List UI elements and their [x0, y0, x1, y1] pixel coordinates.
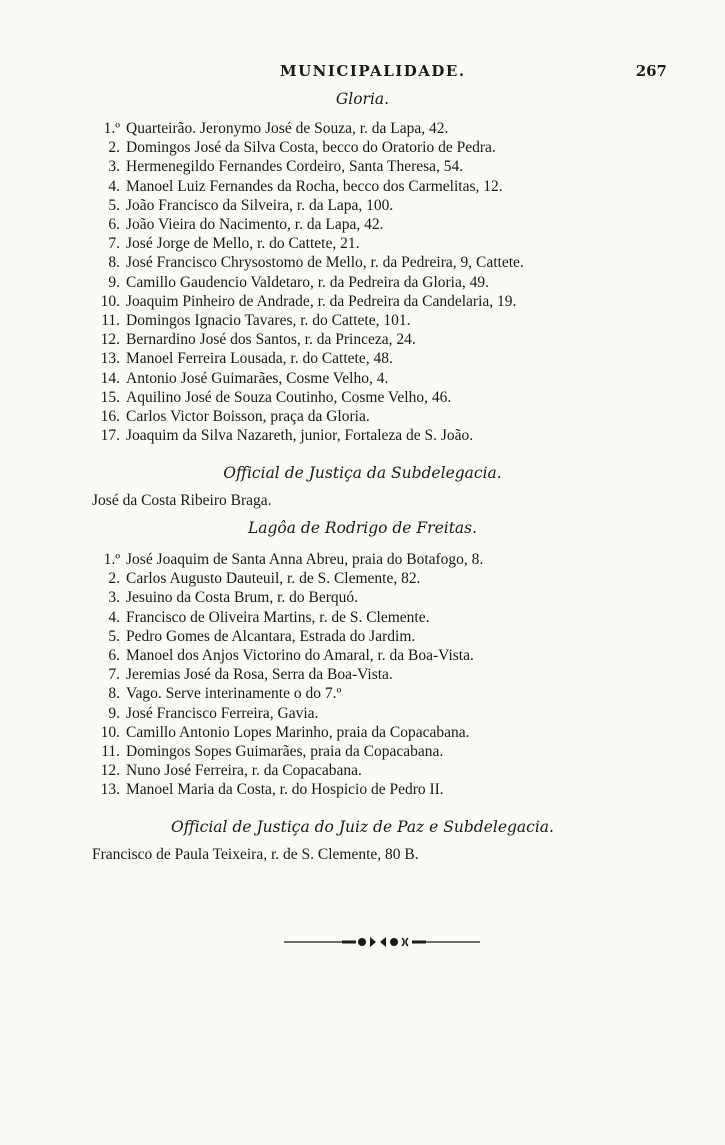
- section-heading-official-subdelegacia: Official de Justiça da Subdelegacia.: [223, 464, 502, 482]
- entry-number: 8.: [108, 254, 120, 272]
- entry-text: Antonio José Guimarães, Cosme Velho, 4.: [126, 369, 389, 387]
- list-item: [90, 349, 670, 368]
- entry-text: Joaquim da Silva Nazareth, junior, Fortaleza de S. João.: [126, 427, 474, 445]
- entry-text: Francisco de Oliveira Martins, r. de S. Clemente.: [126, 608, 430, 626]
- list-item: [90, 780, 670, 799]
- entry-number: 13.: [100, 350, 120, 368]
- entry-text: José Joaquim de Santa Anna Abreu, praia do Botafogo, 8.: [126, 551, 484, 568]
- page-title: MUNICIPALIDADE.: [280, 62, 466, 80]
- list-item: [90, 369, 670, 388]
- entry-text: José Francisco Chrysostomo de Mello, r. da Pedreira, 9, Cattete.: [126, 254, 524, 272]
- entry-text: Domingos José da Silva Costa, becco do Oratorio de Pedra.: [126, 139, 496, 157]
- entry-number: 9.: [108, 273, 120, 291]
- entry-number: 10.: [100, 292, 120, 310]
- running-header: [0, 62, 725, 84]
- list-item: [90, 215, 670, 234]
- list-item: [90, 588, 670, 607]
- entry-number: 12.: [100, 762, 120, 780]
- list-item: [90, 311, 670, 330]
- list-item: [90, 253, 670, 272]
- page-number: 267: [635, 62, 667, 80]
- entry-text: Pedro Gomes de Alcantara, Estrada do Jardim.: [126, 627, 416, 645]
- entry-text: Manoel dos Anjos Victorino do Amaral, r. da Boa-Vista.: [126, 647, 474, 665]
- entry-text: José Jorge de Mello, r. do Cattete, 21.: [126, 235, 360, 253]
- list-item: [90, 569, 670, 588]
- entry-number: 3.: [108, 158, 120, 176]
- entry-text: Jesuino da Costa Brum, r. do Berquó.: [126, 589, 359, 607]
- list-item: [90, 665, 670, 684]
- section-heading-lagoa: Lagôa de Rodrigo de Freitas.: [247, 519, 478, 537]
- list-item: [90, 157, 670, 176]
- list-item: [90, 761, 670, 780]
- list-item: [90, 138, 670, 157]
- entry-text: Vago. Serve interinamente o do 7.º: [126, 685, 342, 703]
- official-juiz-name: Francisco de Paula Teixeira, r. de S. Clemente, 80 B.: [92, 846, 419, 863]
- entry-text: Joaquim Pinheiro de Andrade, r. da Pedreira da Candelaria, 19.: [126, 292, 517, 310]
- entry-number: 5.: [108, 627, 120, 645]
- list-item: [90, 723, 670, 742]
- list-item: [90, 742, 670, 761]
- list-item: [90, 608, 670, 627]
- entry-number: 10.: [100, 723, 120, 741]
- entry-text: Domingos Sopes Guimarães, praia da Copacabana.: [126, 743, 444, 761]
- list-item: [90, 196, 670, 215]
- entry-number: 5.: [108, 196, 120, 214]
- entry-number: 16.: [100, 408, 120, 426]
- official-subdelegacia-name: José da Costa Ribeiro Braga.: [92, 492, 272, 509]
- entry-number: 8.: [108, 685, 120, 703]
- entry-text: Camillo Antonio Lopes Marinho, praia da Copacabana.: [126, 723, 470, 741]
- list-item: [90, 234, 670, 253]
- list-item: [90, 407, 670, 426]
- entry-text: Hermenegildo Fernandes Cordeiro, Santa Theresa, 54.: [126, 158, 464, 176]
- entry-text: Carlos Victor Boisson, praça da Gloria.: [126, 408, 370, 426]
- entry-number: 7.: [108, 235, 120, 253]
- entry-text: Quarteirão. Jeronymo José de Souza, r. da Lapa, 42.: [126, 120, 449, 137]
- list-item: [90, 684, 670, 703]
- entry-number: 7.: [108, 666, 120, 684]
- entry-text: Aquilino José de Souza Coutinho, Cosme Velho, 46.: [126, 388, 452, 406]
- entry-number: 9.: [108, 704, 120, 722]
- entry-text: Manoel Maria da Costa, r. do Hospicio de Pedro II.: [126, 781, 444, 799]
- ornament-divider: [282, 932, 482, 952]
- entry-number: 6.: [108, 647, 120, 665]
- entry-number: 4.: [108, 177, 120, 195]
- gloria-list: [90, 119, 670, 445]
- list-item: [90, 292, 670, 311]
- entry-number: 13.: [100, 781, 120, 799]
- list-item: [90, 550, 670, 569]
- list-item: [90, 704, 670, 723]
- entry-text: Bernardino José dos Santos, r. da Princeza, 24.: [126, 331, 416, 349]
- entry-number: 1.º: [103, 120, 120, 137]
- entry-text: Domingos Ignacio Tavares, r. do Cattete, 101.: [126, 312, 411, 330]
- section-heading-gloria: Gloria.: [335, 90, 390, 108]
- entry-number: 4.: [108, 608, 120, 626]
- entry-text: Nuno José Ferreira, r. da Copacabana.: [126, 762, 362, 780]
- entry-number: 1.º: [103, 551, 120, 568]
- entry-number: 2.: [108, 139, 120, 157]
- entry-number: 12.: [100, 331, 120, 349]
- list-item: [90, 426, 670, 445]
- entry-number: 15.: [100, 388, 120, 406]
- entry-number: 2.: [108, 570, 120, 588]
- entry-number: 6.: [108, 216, 120, 234]
- entry-number: 17.: [100, 427, 120, 445]
- entry-number: 14.: [100, 369, 120, 387]
- entry-number: 3.: [108, 589, 120, 607]
- entry-number: 11.: [101, 743, 120, 761]
- section-heading-official-juiz: Official de Justiça do Juiz de Paz e Subdelegacia.: [171, 818, 554, 836]
- entry-text: Jeremias José da Rosa, Serra da Boa-Vista.: [126, 666, 393, 684]
- entry-text: Manoel Ferreira Lousada, r. do Cattete, 48.: [126, 350, 393, 368]
- entry-text: Carlos Augusto Dauteuil, r. de S. Clemente, 82.: [126, 570, 421, 588]
- list-item: [90, 388, 670, 407]
- list-item: [90, 646, 670, 665]
- lagoa-list: [90, 550, 670, 800]
- entry-text: José Francisco Ferreira, Gavia.: [126, 704, 319, 722]
- list-item: [90, 627, 670, 646]
- list-item: [90, 330, 670, 349]
- list-item: [90, 119, 670, 138]
- entry-text: João Francisco da Silveira, r. da Lapa, 100.: [126, 196, 394, 214]
- list-item: [90, 273, 670, 292]
- entry-text: João Vieira do Nacimento, r. da Lapa, 42.: [126, 216, 384, 234]
- list-item: [90, 177, 670, 196]
- entry-number: 11.: [101, 312, 120, 330]
- entry-text: Camillo Gaudencio Valdetaro, r. da Pedreira da Gloria, 49.: [126, 273, 489, 291]
- entry-text: Manoel Luiz Fernandes da Rocha, becco dos Carmelitas, 12.: [126, 177, 503, 195]
